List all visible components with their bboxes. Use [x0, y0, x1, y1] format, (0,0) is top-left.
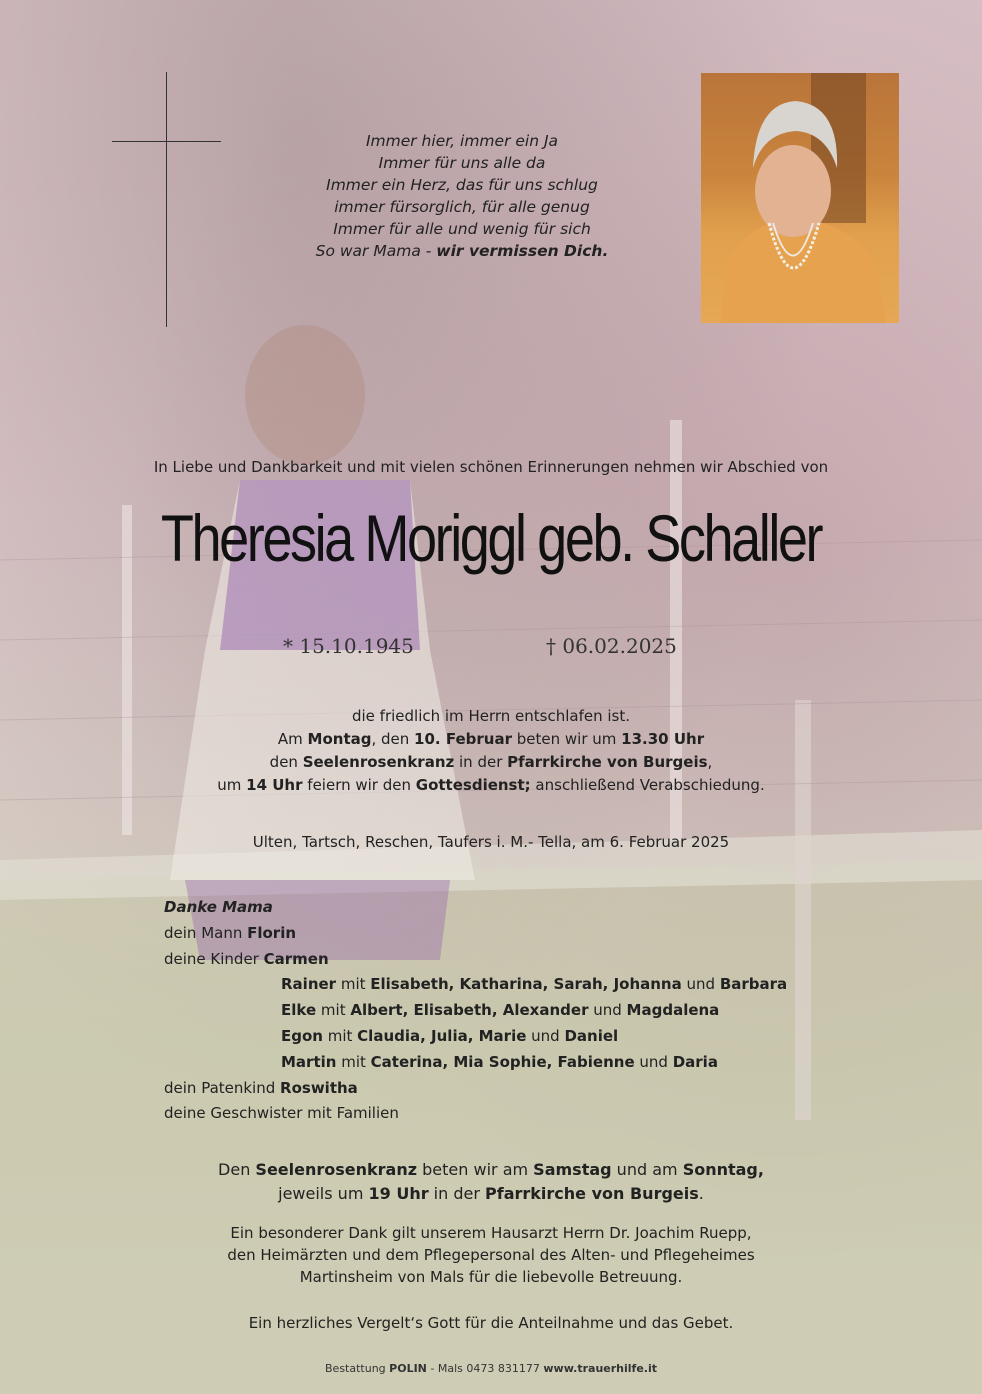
poem-last-bold: wir vermissen Dich.: [436, 242, 609, 260]
announcement: [0, 705, 982, 797]
family-list: [164, 895, 787, 1127]
announcement-line: die friedlich im Herrn entschlafen ist.: [351, 707, 630, 725]
family-row: Egon mit Claudia, Julia, Marie und Daniel: [281, 1026, 619, 1045]
announcement-line: den Seelenrosenkranz in der Pfarrkirche von Burgeis,: [269, 753, 713, 771]
poem-line: Immer für alle und wenig für sich: [333, 220, 591, 238]
rosary-line: jeweils um 19 Uhr in der Pfarrkirche von Burgeis.: [278, 1184, 704, 1203]
family-row: deine Geschwister mit Familien: [164, 1104, 399, 1123]
announcement-line: Am Montag, den 10. Februar beten wir um 13.30 Uhr: [277, 730, 705, 748]
thanks-line: den Heimärzten und dem Pflegepersonal des Alten- und Pflegeheimes: [227, 1246, 755, 1264]
portrait-photo: [701, 73, 899, 323]
family-row: dein Patenkind Roswitha: [164, 1078, 358, 1097]
poem-line: Immer für uns alle da: [378, 154, 546, 172]
family-row: Martin mit Caterina, Mia Sophie, Fabienne und Daria: [281, 1052, 718, 1071]
rosary-line: Den Seelenrosenkranz beten wir am Samstag und am Sonntag,: [218, 1160, 764, 1179]
deceased-name: Theresia Moriggl geb. Schaller: [160, 501, 822, 575]
rosary-notice: [0, 1158, 982, 1206]
cross-horizontal: [112, 141, 221, 142]
family-row: deine Kinder Carmen: [164, 949, 329, 968]
family-row: Elke mit Albert, Elisabeth, Alexander und Magdalena: [281, 1001, 720, 1020]
poem-line: Immer ein Herz, das für uns schlug: [326, 176, 598, 194]
poem-last-line: [262, 240, 662, 262]
death-date: † 06.02.2025: [546, 634, 677, 658]
footer: Bestattung POLIN - Mals 0473 831177 www.trauerhilfe.it: [325, 1362, 657, 1375]
danke-heading: Danke Mama: [164, 898, 273, 916]
website-link[interactable]: www.trauerhilfe.it: [543, 1362, 657, 1375]
intro-text: In Liebe und Dankbarkeit und mit vielen schönen Erinnerungen nehmen wir Abschied von: [153, 458, 829, 476]
family-row: dein Mann Florin: [164, 923, 297, 942]
thanks-text: [0, 1222, 982, 1288]
thanks-line: Ein besonderer Dank gilt unserem Hausarzt Herrn Dr. Joachim Ruepp,: [230, 1224, 752, 1242]
closing-text: Ein herzliches Vergelt‘s Gott für die Anteilnahme und das Gebet.: [248, 1314, 734, 1332]
poem: [262, 130, 662, 262]
cross-vertical: [166, 72, 167, 327]
poem-line: Immer hier, immer ein Ja: [365, 132, 559, 150]
birth-date: * 15.10.1945: [283, 634, 414, 658]
thanks-line: Martinsheim von Mals für die liebevolle Betreuung.: [299, 1268, 683, 1286]
poem-line: immer fürsorglich, für alle genug: [334, 198, 590, 216]
poem-last-prefix: So war Mama -: [315, 242, 437, 260]
place-date: Ulten, Tartsch, Reschen, Taufers i. M.- Tella, am 6. Februar 2025: [252, 833, 730, 851]
announcement-line: um 14 Uhr feiern wir den Gottesdienst; anschließend Verabschiedung.: [217, 776, 765, 794]
family-row: Rainer mit Elisabeth, Katharina, Sarah, Johanna und Barbara: [281, 975, 788, 994]
